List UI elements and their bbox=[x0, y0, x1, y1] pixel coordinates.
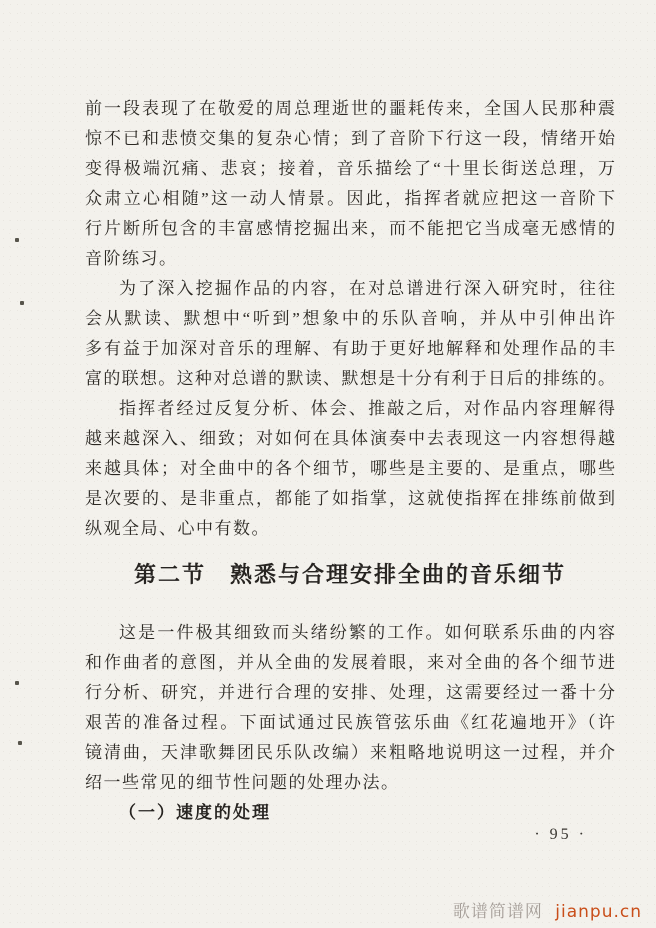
text-line: 绍一些常见的细节性问题的处理办法。 bbox=[85, 773, 400, 792]
scan-speck bbox=[20, 301, 24, 305]
text-line: 富的联想。这种对总谱的默读、默想是十分有利于日后的排练的。 bbox=[85, 369, 615, 388]
text-line: 前一段表现了在敬爱的周总理逝世的噩耗传来，全国人民那种震 bbox=[85, 99, 615, 118]
watermark-site-name: 歌谱简谱网 bbox=[452, 902, 543, 922]
text-line: 指挥者经过反复分析、体会、推敲之后，对作品内容理解得 bbox=[119, 399, 615, 418]
text-line: 惊不已和悲愤交集的复杂心情；到了音阶下行这一段，情绪开始 bbox=[85, 129, 615, 148]
watermark-site-url: jianpu.cn bbox=[555, 902, 642, 922]
subsection-heading: （一）速度的处理 bbox=[119, 803, 271, 822]
section-heading: 第二节 熟悉与合理安排全曲的音乐细节 bbox=[133, 562, 566, 587]
text-line: 来越具体；对全曲中的各个细节，哪些是主要的、是重点，哪些 bbox=[85, 459, 615, 478]
scan-speck bbox=[15, 681, 19, 685]
text-line: 为了深入挖掘作品的内容，在对总谱进行深入研究时，往往 bbox=[119, 279, 615, 298]
page-number: · 95 · bbox=[534, 826, 587, 843]
text-line: 这是一件极其细致而头绪纷繁的工作。如何联系乐曲的内容 bbox=[119, 623, 615, 642]
text-line: 多有益于加深对音乐的理解、有助于更好地解释和处理作品的丰 bbox=[85, 339, 615, 358]
text-line: 和作曲者的意图，并从全曲的发展着眼，来对全曲的各个细节进 bbox=[85, 653, 615, 672]
text-line: 镜清曲，天津歌舞团民乐队改编）来粗略地说明这一过程，并介 bbox=[85, 743, 615, 762]
watermark bbox=[453, 897, 642, 922]
text-block bbox=[85, 94, 615, 828]
text-line: 变得极端沉痛、悲哀；接着，音乐描绘了“十里长街送总理，万 bbox=[85, 159, 615, 178]
text-line: 艰苦的准备过程。下面试通过民族管弦乐曲《红花遍地开》（许 bbox=[85, 713, 615, 732]
text-line: 众肃立心相随”这一动人情景。因此，指挥者就应把这一音阶下 bbox=[85, 189, 615, 208]
text-line: 行片断所包含的丰富感情挖掘出来，而不能把它当成毫无感情的 bbox=[85, 219, 615, 238]
text-line: 音阶练习。 bbox=[85, 249, 178, 268]
text-line: 会从默读、默想中“听到”想象中的乐队音响，并从中引伸出许 bbox=[85, 309, 615, 328]
scan-speck bbox=[15, 238, 19, 242]
text-line: 越来越深入、细致；对如何在具体演奏中去表现这一内容想得越 bbox=[85, 429, 615, 448]
text-line: 纵观全局、心中有数。 bbox=[85, 519, 270, 538]
scan-speck bbox=[18, 741, 22, 745]
text-line: 行分析、研究，并进行合理的安排、处理，这需要经过一番十分 bbox=[85, 683, 615, 702]
text-line: 是次要的、是非重点，都能了如指掌，这就使指挥在排练前做到 bbox=[85, 489, 615, 508]
